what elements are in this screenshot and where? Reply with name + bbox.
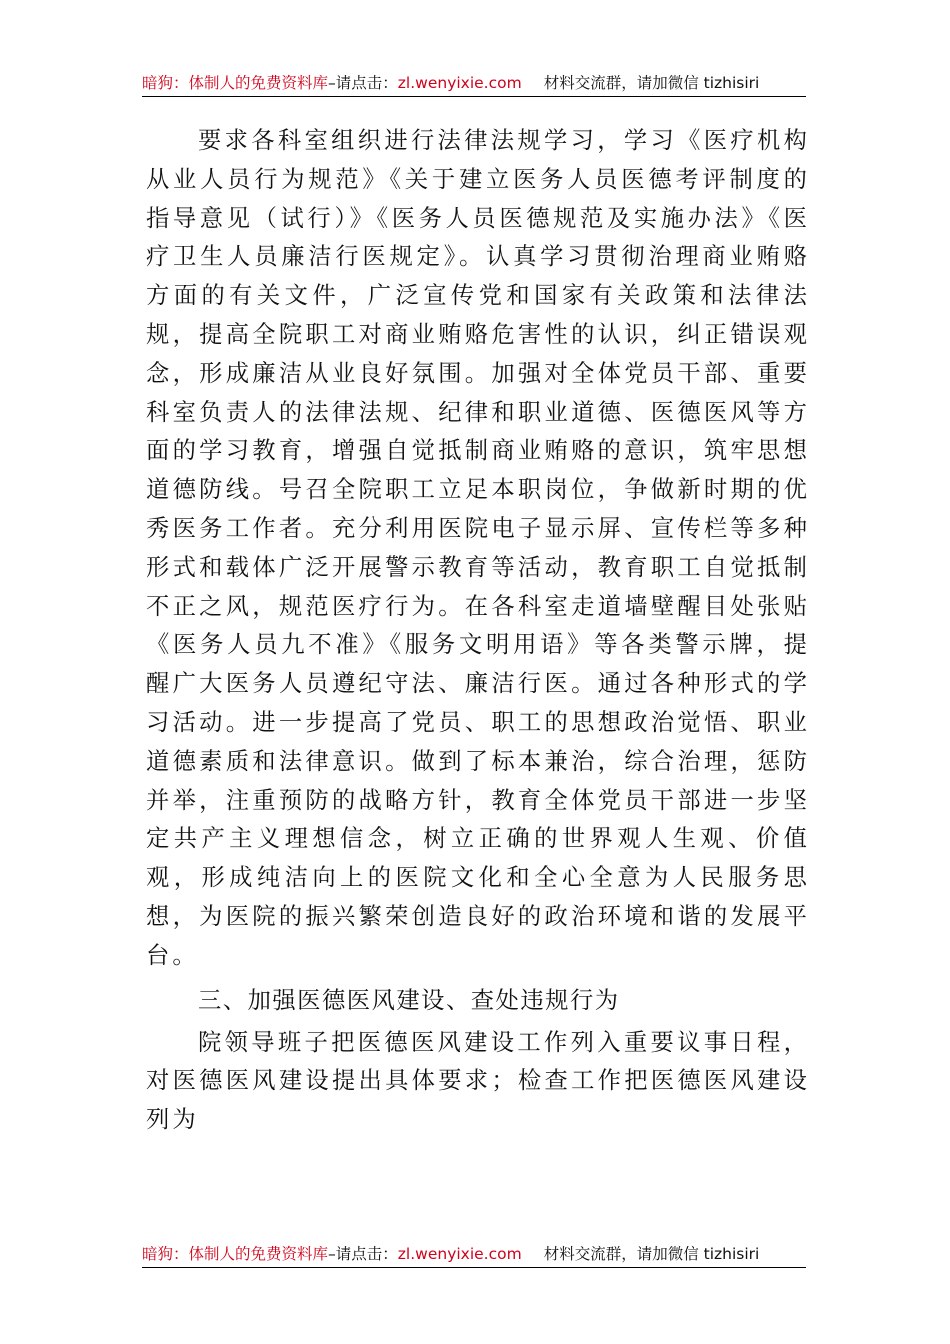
body-paragraph-1: 要求各科室组织进行法律法规学习，学习《医疗机构从业人员行为规范》《关于建立医务人员医德考评制度的指导意见（试行）》《医务人员医德规范及实施办法》《医疗卫生人员廉洁行医规定》。认真学习贯彻治理商业贿赂方面的有关文件，广泛宣传党和国家有关政策和法律法规，提高全院职工对商业贿赂危害性的认识，纠正错误观念，形成廉洁从业良好氛围。加强对全体党员干部、重要科室负责人的法律法规、纪律和职业道德、医德医风等方面的学习教育，增强自觉抵制商业贿赂的意识，筑牢思想道德防线。号召全院职工立足本职岗位，争做新时期的优秀医务工作者。充分利用医院电子显示屏、宣传栏等多种形式和载体广泛开展警示教育等活动，教育职工自觉抵制不正之风，规范医疗行为。在各科室走道墙壁醒目处张贴《医务人员九不准》《服务文明用语》等各类警示牌，提醒广大医务人员遵纪守法、廉洁行医。通过各种形式的学习活动。进一步提高了党员、职工的思想政治觉悟、职业道德素质和法律意识。做到了标本兼治，综合治理，惩防并举，注重预防的战略方针，教育全体党员干部进一步坚定共产主义理想信念，树立正确的世界观人生观、价值观，形成纯洁向上的医院文化和全心全意为人民服务思想，为医院的振兴繁荣创造良好的政治环境和谐的发展平台。 <box>146 127 810 969</box>
footer-click-prefix: –请点击： <box>328 1245 398 1263</box>
body-paragraph-2: 院领导班子把医德医风建设工作列入重要议事日程，对医德医风建设提出具体要求；检查工作把医德医风建设列为 <box>146 1028 810 1134</box>
section-heading: 三、加强医德医风建设、查处违规行为 <box>198 986 620 1014</box>
header-group-note: 材料交流群，请加微信 tizhisiri <box>543 74 760 92</box>
footer-divider <box>142 1267 806 1268</box>
document-body <box>146 122 810 1140</box>
header-url-link[interactable]: zl.wenyixie.com <box>397 74 522 92</box>
header-divider <box>142 96 806 97</box>
footer-brand: 暗狗：体制人的免费资料库 <box>142 1245 329 1263</box>
header-brand: 暗狗：体制人的免费资料库 <box>142 74 329 92</box>
footer-banner <box>142 1244 806 1264</box>
footer-url-link[interactable]: zl.wenyixie.com <box>397 1245 522 1263</box>
footer-group-note: 材料交流群，请加微信 tizhisiri <box>543 1245 760 1263</box>
header-click-prefix: –请点击： <box>328 74 398 92</box>
header-banner <box>142 73 806 93</box>
